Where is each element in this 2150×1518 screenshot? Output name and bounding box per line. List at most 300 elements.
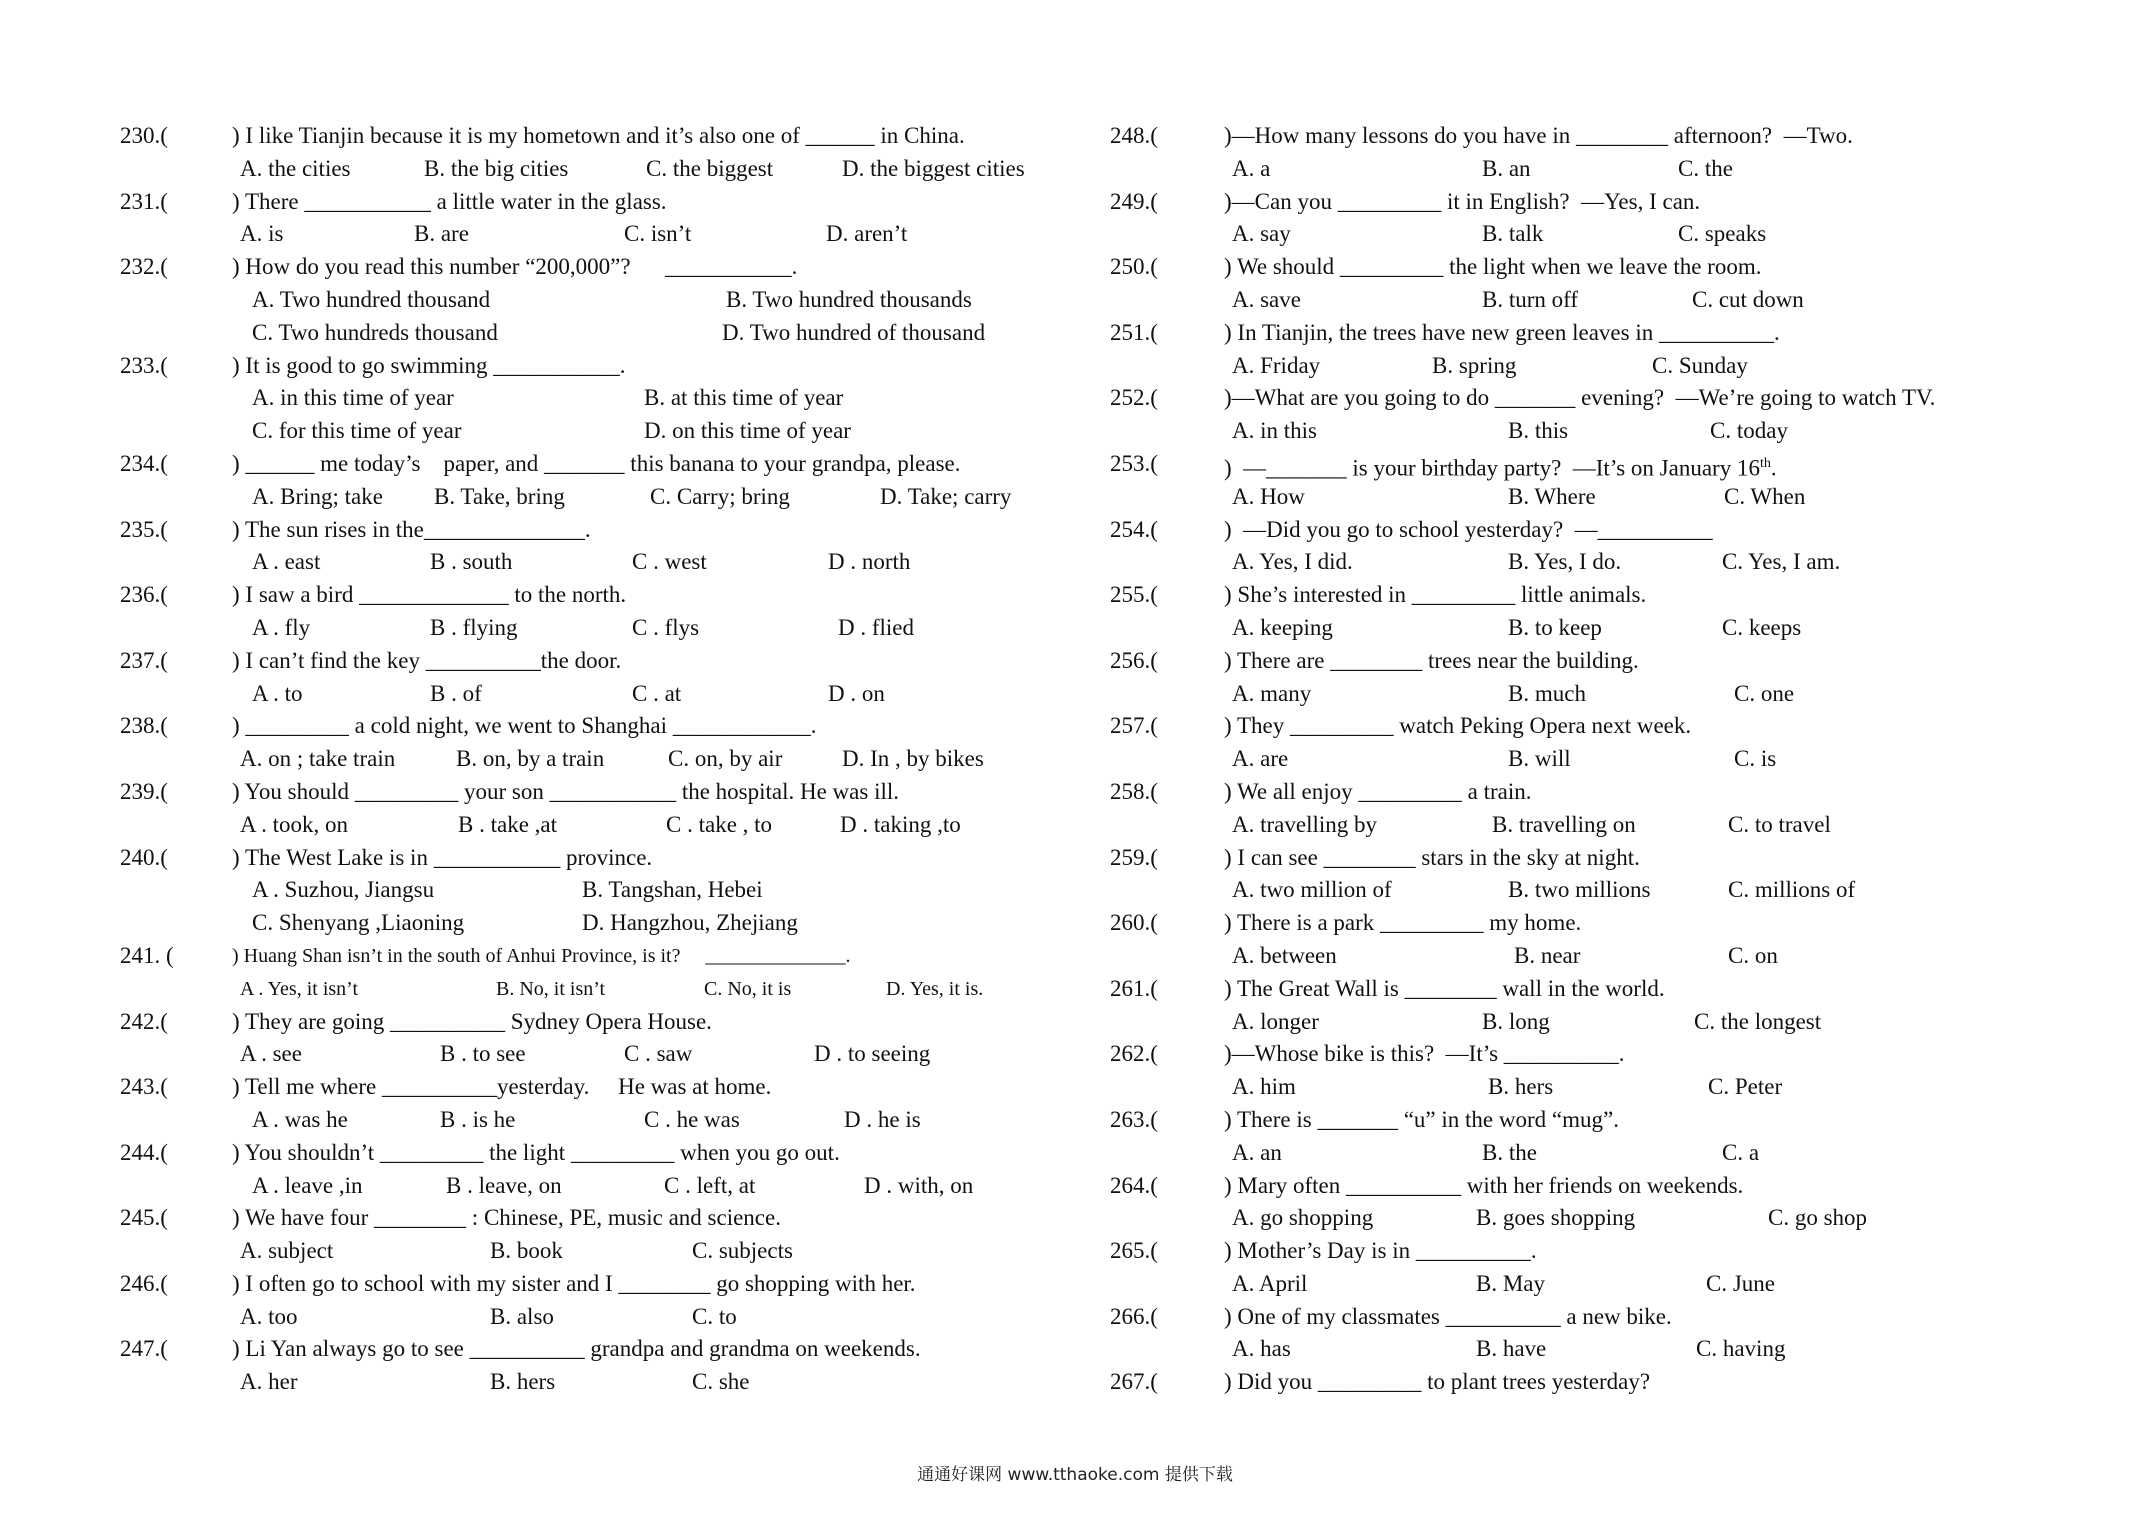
question-number: 254.( xyxy=(1110,516,1158,542)
question-item xyxy=(1110,1366,2070,1399)
question-number: 264.( xyxy=(1110,1172,1158,1198)
answer-option[interactable]: A. Two hundred thousand xyxy=(252,286,491,312)
answer-option[interactable]: C. a xyxy=(1722,1139,1760,1165)
question-stem: ) _________ a cold night, we went to Shanghai ____________. xyxy=(232,713,817,739)
answer-option[interactable]: A . to xyxy=(252,680,303,706)
question-item xyxy=(120,1137,1110,1203)
question-item xyxy=(1110,1104,2070,1170)
answer-option[interactable]: A. has xyxy=(1232,1336,1291,1362)
answer-option[interactable]: C. the longest xyxy=(1694,1008,1822,1034)
answer-option[interactable]: C. for this time of year xyxy=(252,418,462,444)
answer-option[interactable]: B . of xyxy=(430,680,482,706)
question-stem: ) We have four ________ : Chinese, PE, music and science. xyxy=(232,1205,781,1231)
question-line xyxy=(1110,1366,2070,1399)
question-stem: ) Mother’s Day is in __________. xyxy=(1224,1238,1537,1264)
question-line xyxy=(120,514,1110,547)
question-line xyxy=(120,776,1110,809)
answer-option[interactable]: A . fly xyxy=(252,614,311,640)
question-item xyxy=(1110,382,2070,448)
question-number: 250.( xyxy=(1110,254,1158,280)
answer-option[interactable]: A . see xyxy=(240,1041,302,1067)
question-item xyxy=(120,186,1110,252)
question-item xyxy=(1110,1235,2070,1301)
question-stem: ) I often go to school with my sister and I ________ go shopping with her. xyxy=(232,1270,916,1296)
question-number: 232.( xyxy=(120,254,168,280)
question-stem: ) There are ________ trees near the building. xyxy=(1224,647,1639,673)
answer-option[interactable]: B. hers xyxy=(490,1369,556,1395)
question-number: 244.( xyxy=(120,1139,168,1165)
answer-option[interactable]: B. long xyxy=(1482,1008,1550,1034)
answer-option[interactable]: D. Hangzhou, Zhejiang xyxy=(582,910,798,936)
answer-option[interactable]: B. spring xyxy=(1432,352,1517,378)
answer-option[interactable]: B. No, it isn’t xyxy=(496,977,606,1000)
answer-options xyxy=(1110,153,2070,186)
question-number: 263.( xyxy=(1110,1106,1158,1132)
answer-option[interactable]: C. Two hundreds thousand xyxy=(252,319,498,345)
answer-option[interactable]: B . leave, on xyxy=(446,1172,562,1198)
question-stem: ) Mary often __________ with her friends on weekends. xyxy=(1224,1172,1744,1198)
answer-option[interactable]: B. talk xyxy=(1482,221,1544,247)
answer-option[interactable]: C. No, it is xyxy=(704,977,792,1000)
answer-option[interactable]: C. Peter xyxy=(1708,1074,1783,1100)
answer-option[interactable]: B. book xyxy=(490,1238,563,1264)
answer-options xyxy=(120,1038,1110,1071)
question-item xyxy=(1110,448,2070,514)
question-item xyxy=(120,448,1110,514)
question-number: 239.( xyxy=(120,778,168,804)
answer-option[interactable]: C. she xyxy=(692,1369,750,1395)
question-line xyxy=(1110,251,2070,284)
question-number: 240.( xyxy=(120,844,168,870)
question-line xyxy=(1110,1170,2070,1203)
question-line xyxy=(1110,514,2070,547)
question-stem: ) I like Tianjin because it is my hometown and it’s also one of ______ in China. xyxy=(232,123,965,148)
answer-option[interactable]: B. this xyxy=(1508,418,1569,444)
answer-option[interactable]: C. subjects xyxy=(692,1238,793,1264)
answer-option[interactable]: D. Two hundred of thousand xyxy=(722,319,986,345)
answer-option[interactable]: D . taking ,to xyxy=(840,811,961,837)
answer-option[interactable]: B . take ,at xyxy=(458,811,557,837)
question-item xyxy=(1110,1170,2070,1236)
question-number: 233.( xyxy=(120,352,168,378)
question-number: 248.( xyxy=(1110,123,1158,148)
answer-option[interactable]: C . west xyxy=(632,549,707,575)
answer-option[interactable]: C. isn’t xyxy=(624,221,692,247)
answer-option[interactable]: D . with, on xyxy=(864,1172,974,1198)
answer-options xyxy=(120,743,1110,776)
question-number: 260.( xyxy=(1110,910,1158,936)
question-stem: ) Tell me where __________yesterday. He was at home. xyxy=(232,1074,772,1100)
question-stem: ) I can’t find the key __________the door. xyxy=(232,647,622,673)
right-column xyxy=(1110,120,2070,1399)
question-number: 256.( xyxy=(1110,647,1158,673)
question-number: 259.( xyxy=(1110,844,1158,870)
question-stem: ) The Great Wall is ________ wall in the world. xyxy=(1224,975,1665,1001)
question-line xyxy=(120,350,1110,383)
question-line xyxy=(120,579,1110,612)
question-line xyxy=(1110,710,2070,743)
answer-option[interactable]: A. an xyxy=(1232,1139,1282,1165)
answer-option[interactable]: D. aren’t xyxy=(826,221,908,247)
answer-option[interactable]: B. will xyxy=(1508,746,1571,772)
question-line xyxy=(1110,120,2070,153)
answer-option[interactable]: C . left, at xyxy=(664,1172,756,1198)
answer-option[interactable]: A. him xyxy=(1232,1074,1296,1100)
question-line xyxy=(1110,448,2070,481)
answer-options xyxy=(120,612,1110,645)
question-line xyxy=(120,842,1110,875)
question-item xyxy=(120,350,1110,448)
question-line xyxy=(1110,317,2070,350)
question-item xyxy=(120,1333,1110,1399)
question-line xyxy=(120,1333,1110,1366)
question-stem: ) They _________ watch Peking Opera next week. xyxy=(1224,713,1692,739)
question-number: 251.( xyxy=(1110,319,1158,345)
answer-option[interactable]: A. save xyxy=(1232,286,1301,312)
question-stem: )—What are you going to do _______ evening? —We’re going to watch TV. xyxy=(1224,385,1936,411)
answer-option[interactable]: B. an xyxy=(1482,155,1531,181)
answer-options xyxy=(1110,546,2070,579)
question-line xyxy=(120,1071,1110,1104)
answer-option[interactable]: D. In , by bikes xyxy=(842,746,984,772)
question-item xyxy=(1110,579,2070,645)
answer-option[interactable]: A. say xyxy=(1232,221,1291,247)
answer-option[interactable]: C . take , to xyxy=(666,811,773,837)
answer-options xyxy=(120,317,1110,350)
answer-option[interactable]: A. many xyxy=(1232,680,1312,706)
answer-option[interactable]: C. Sunday xyxy=(1652,352,1748,378)
answer-option[interactable]: C. Carry; bring xyxy=(650,483,790,509)
answer-option[interactable]: A. are xyxy=(1232,746,1289,772)
question-number: 230.( xyxy=(120,123,168,148)
question-number: 257.( xyxy=(1110,713,1158,739)
question-item xyxy=(1110,186,2070,252)
question-stem: ) —_______ is your birthday party? —It’s on January 16th. xyxy=(1224,455,1777,481)
question-number: 243.( xyxy=(120,1074,168,1100)
answer-option[interactable]: C. on, by air xyxy=(668,746,783,772)
answer-option[interactable]: B. travelling on xyxy=(1492,811,1636,837)
question-number: 238.( xyxy=(120,713,168,739)
question-item xyxy=(120,120,1110,186)
answer-option[interactable]: A. Bring; take xyxy=(252,483,383,509)
answer-option[interactable]: A. in this time of year xyxy=(252,385,454,411)
question-number: 252.( xyxy=(1110,385,1158,411)
answer-option[interactable]: B. at this time of year xyxy=(644,385,844,411)
answer-option[interactable]: B. May xyxy=(1476,1270,1545,1296)
answer-options xyxy=(120,973,1110,1006)
answer-option[interactable]: C. today xyxy=(1710,418,1788,444)
question-stem: ) We all enjoy _________ a train. xyxy=(1224,778,1532,804)
answer-option[interactable]: C. Shenyang ,Liaoning xyxy=(252,910,465,936)
answer-options xyxy=(120,1104,1110,1137)
answer-options xyxy=(120,382,1110,415)
answer-options xyxy=(120,907,1110,940)
answer-option[interactable]: D . flied xyxy=(838,614,915,640)
question-item xyxy=(120,710,1110,776)
question-line xyxy=(1110,973,2070,1006)
answer-option[interactable]: B. hers xyxy=(1488,1074,1554,1100)
answer-option[interactable]: D. Take; carry xyxy=(880,483,1012,509)
answer-options xyxy=(1110,218,2070,251)
answer-option[interactable]: A. keeping xyxy=(1232,614,1333,640)
answer-option[interactable]: A. too xyxy=(240,1303,298,1329)
answer-options xyxy=(1110,1268,2070,1301)
question-item xyxy=(1110,842,2070,908)
answer-option[interactable]: B. also xyxy=(490,1303,554,1329)
question-stem: )—Can you _________ it in English? —Yes, I can. xyxy=(1224,188,1701,214)
question-line xyxy=(1110,842,2070,875)
answer-options xyxy=(120,1170,1110,1203)
answer-options xyxy=(120,153,1110,186)
answer-option[interactable]: A. subject xyxy=(240,1238,334,1264)
answer-option[interactable]: D. on this time of year xyxy=(644,418,851,444)
question-stem: ) In Tianjin, the trees have new green leaves in __________. xyxy=(1224,319,1780,345)
question-stem: ) Huang Shan isn’t in the south of Anhui Province, is it? ______________. xyxy=(232,944,851,967)
question-item xyxy=(120,940,1110,1006)
question-number: 262.( xyxy=(1110,1041,1158,1067)
question-line xyxy=(120,645,1110,678)
question-line xyxy=(1110,1235,2070,1268)
answer-options xyxy=(1110,743,2070,776)
answer-option[interactable]: B. turn off xyxy=(1482,286,1579,312)
question-item xyxy=(1110,710,2070,776)
answer-option[interactable]: C. cut down xyxy=(1692,286,1804,312)
question-item xyxy=(1110,317,2070,383)
question-stem: ) I can see ________ stars in the sky at night. xyxy=(1224,844,1640,870)
answer-option[interactable]: A. How xyxy=(1232,483,1305,509)
question-number: 231.( xyxy=(120,188,168,214)
question-number: 261.( xyxy=(1110,975,1158,1001)
question-number: 253.( xyxy=(1110,450,1158,476)
answer-option[interactable]: C. on xyxy=(1728,942,1778,968)
answer-option[interactable]: C. having xyxy=(1696,1336,1786,1362)
question-number: 237.( xyxy=(120,647,168,673)
answer-option[interactable]: C. When xyxy=(1724,483,1806,509)
answer-option[interactable]: C. go shop xyxy=(1768,1205,1868,1231)
answer-option[interactable]: A . east xyxy=(252,549,321,575)
question-line xyxy=(120,940,1110,973)
answer-option[interactable]: A . took, on xyxy=(240,811,348,837)
answer-option[interactable]: C . saw xyxy=(624,1041,693,1067)
answer-options xyxy=(1110,1333,2070,1366)
answer-option[interactable]: C. millions of xyxy=(1728,877,1856,903)
question-line xyxy=(120,1137,1110,1170)
answer-options xyxy=(1110,481,2070,514)
answer-option[interactable]: B. much xyxy=(1508,680,1586,706)
question-item xyxy=(120,1268,1110,1334)
question-line xyxy=(1110,1301,2070,1334)
answer-option[interactable]: C . flys xyxy=(632,614,700,640)
answer-option[interactable]: A . was he xyxy=(252,1106,348,1132)
answer-option[interactable]: A . leave ,in xyxy=(252,1172,363,1198)
question-stem: )—How many lessons do you have in ________ afternoon? —Two. xyxy=(1224,123,1853,148)
answer-option[interactable]: A. longer xyxy=(1232,1008,1319,1034)
question-stem: ) There is _______ “u” in the word “mug”. xyxy=(1224,1106,1619,1132)
question-item xyxy=(120,1202,1110,1268)
answer-option[interactable]: A. in this xyxy=(1232,418,1317,444)
answer-option[interactable]: A. her xyxy=(240,1369,298,1395)
answer-option[interactable]: A. go shopping xyxy=(1232,1205,1374,1231)
answer-options xyxy=(120,874,1110,907)
answer-option[interactable]: A. Yes, I did. xyxy=(1232,549,1353,575)
question-stem: ) ______ me today’s paper, and _______ this banana to your grandpa, please. xyxy=(232,450,961,476)
question-stem: ) The West Lake is in ___________ province. xyxy=(232,844,653,870)
question-line xyxy=(1110,907,2070,940)
answer-option[interactable]: C. one xyxy=(1734,680,1795,706)
answer-option[interactable]: B. on, by a train xyxy=(456,746,605,772)
left-column xyxy=(120,120,1110,1399)
question-stem: ) One of my classmates __________ a new bike. xyxy=(1224,1303,1672,1329)
answer-option[interactable]: B . is he xyxy=(440,1106,516,1132)
answer-option[interactable]: B. Two hundred thousands xyxy=(726,286,972,312)
question-number: 242.( xyxy=(120,1008,168,1034)
question-item xyxy=(1110,973,2070,1039)
question-line xyxy=(120,120,1110,153)
answer-option[interactable]: C. to travel xyxy=(1728,811,1831,837)
question-stem: )—Whose bike is this? —It’s __________. xyxy=(1224,1041,1625,1067)
answer-option[interactable]: B. the big cities xyxy=(424,155,569,181)
answer-options xyxy=(1110,678,2070,711)
question-line xyxy=(120,186,1110,219)
question-line xyxy=(1110,186,2070,219)
answer-option[interactable]: A. on ; take train xyxy=(240,746,396,772)
question-item xyxy=(120,514,1110,580)
answer-option[interactable]: D. Yes, it is. xyxy=(886,977,984,1000)
answer-option[interactable]: B. Tangshan, Hebei xyxy=(582,877,763,903)
answer-option[interactable]: B . south xyxy=(430,549,513,575)
answer-options xyxy=(120,415,1110,448)
answer-options xyxy=(1110,940,2070,973)
answer-option[interactable]: A. travelling by xyxy=(1232,811,1377,837)
answer-option[interactable]: B. Take, bring xyxy=(434,483,565,509)
answer-option[interactable]: B. to keep xyxy=(1508,614,1602,640)
answer-option[interactable]: A. April xyxy=(1232,1270,1308,1296)
answer-option[interactable]: A. the cities xyxy=(240,155,351,181)
answer-option[interactable]: B. the xyxy=(1482,1139,1537,1165)
answer-option[interactable]: D . to seeing xyxy=(814,1041,931,1067)
question-number: 245.( xyxy=(120,1205,168,1231)
question-number: 267.( xyxy=(1110,1369,1158,1395)
question-stem: ) The sun rises in the______________. xyxy=(232,516,591,542)
answer-option[interactable]: C. speaks xyxy=(1678,221,1767,247)
question-item xyxy=(120,1006,1110,1072)
question-item xyxy=(120,1071,1110,1137)
answer-option[interactable]: C. the xyxy=(1678,155,1733,181)
answer-options xyxy=(120,284,1110,317)
question-item xyxy=(120,776,1110,842)
answer-option[interactable]: B. Yes, I do. xyxy=(1508,549,1622,575)
question-stem: ) It is good to go swimming ___________. xyxy=(232,352,626,378)
answer-option[interactable]: B. near xyxy=(1514,942,1581,968)
question-stem: ) We should _________ the light when we leave the room. xyxy=(1224,254,1762,280)
question-item xyxy=(1110,907,2070,973)
question-item xyxy=(120,579,1110,645)
answer-option[interactable]: C. June xyxy=(1706,1270,1775,1296)
question-line xyxy=(1110,645,2070,678)
question-item xyxy=(120,251,1110,349)
answer-option[interactable]: A. between xyxy=(1232,942,1337,968)
answer-options xyxy=(1110,350,2070,383)
answer-options xyxy=(120,481,1110,514)
answer-option[interactable]: D . north xyxy=(828,549,911,575)
answer-option[interactable]: C. keeps xyxy=(1722,614,1802,640)
question-stem: ) —Did you go to school yesterday? —__________ xyxy=(1224,516,1713,542)
answer-option[interactable]: B. Where xyxy=(1508,483,1596,509)
answer-option[interactable]: B. are xyxy=(414,221,469,247)
page-footer: 通通好课网 www.tthaoke.com 提供下载 xyxy=(917,1465,1233,1485)
answer-options xyxy=(1110,612,2070,645)
question-number: 266.( xyxy=(1110,1303,1158,1329)
question-number: 236.( xyxy=(120,582,168,608)
answer-option[interactable]: B. have xyxy=(1476,1336,1547,1362)
question-stem: ) They are going __________ Sydney Opera House. xyxy=(232,1008,712,1034)
answer-option[interactable]: C. the biggest xyxy=(646,155,774,181)
answer-option[interactable]: D . he is xyxy=(844,1106,921,1132)
answer-options xyxy=(120,1366,1110,1399)
question-line xyxy=(1110,579,2070,612)
question-item xyxy=(1110,251,2070,317)
question-number: 246.( xyxy=(120,1270,168,1296)
question-number: 249.( xyxy=(1110,188,1158,214)
question-item xyxy=(120,842,1110,940)
question-stem: ) Li Yan always go to see __________ grandpa and grandma on weekends. xyxy=(232,1336,921,1362)
question-line xyxy=(120,448,1110,481)
question-line xyxy=(120,710,1110,743)
question-item xyxy=(1110,645,2070,711)
answer-option[interactable]: A . Yes, it isn’t xyxy=(240,977,359,1000)
question-line xyxy=(120,1268,1110,1301)
question-number: 255.( xyxy=(1110,582,1158,608)
question-line xyxy=(1110,1104,2070,1137)
answer-option[interactable]: C . at xyxy=(632,680,682,706)
answer-option[interactable]: A . Suzhou, Jiangsu xyxy=(252,877,435,903)
question-stem: ) How do you read this number “200,000”? ___________. xyxy=(232,254,798,280)
question-item xyxy=(1110,514,2070,580)
answer-option[interactable]: B . to see xyxy=(440,1041,526,1067)
answer-option[interactable]: C. is xyxy=(1734,746,1777,772)
question-stem: ) I saw a bird _____________ to the north. xyxy=(232,582,627,608)
answer-options xyxy=(1110,1006,2070,1039)
question-stem: ) You should _________ your son ___________ the hospital. He was ill. xyxy=(232,778,899,804)
answer-options xyxy=(120,678,1110,711)
answer-option[interactable]: C. Yes, I am. xyxy=(1722,549,1841,575)
answer-option[interactable]: D . on xyxy=(828,680,885,706)
answer-options xyxy=(120,1235,1110,1268)
answer-option[interactable]: D. the biggest cities xyxy=(842,155,1025,181)
answer-option[interactable]: A. two million of xyxy=(1232,877,1392,903)
answer-options xyxy=(120,218,1110,251)
question-number: 258.( xyxy=(1110,778,1158,804)
answer-options xyxy=(1110,415,2070,448)
answer-option[interactable]: A. a xyxy=(1232,155,1271,181)
question-item xyxy=(1110,120,2070,186)
question-item xyxy=(1110,776,2070,842)
answer-options xyxy=(1110,1071,2070,1104)
answer-option[interactable]: A. Friday xyxy=(1232,352,1321,378)
question-line xyxy=(1110,776,2070,809)
answer-option[interactable]: A. is xyxy=(240,221,284,247)
question-item xyxy=(1110,1038,2070,1104)
question-number: 247.( xyxy=(120,1336,168,1362)
question-stem: ) She’s interested in _________ little animals. xyxy=(1224,582,1647,608)
question-number: 234.( xyxy=(120,450,168,476)
question-stem: ) You shouldn’t _________ the light _________ when you go out. xyxy=(232,1139,840,1165)
answer-option[interactable]: B . flying xyxy=(430,614,518,640)
answer-option[interactable]: C . he was xyxy=(644,1106,740,1132)
answer-option[interactable]: B. two millions xyxy=(1508,877,1651,903)
answer-option[interactable]: B. goes shopping xyxy=(1476,1205,1636,1231)
answer-option[interactable]: C. to xyxy=(692,1303,737,1329)
